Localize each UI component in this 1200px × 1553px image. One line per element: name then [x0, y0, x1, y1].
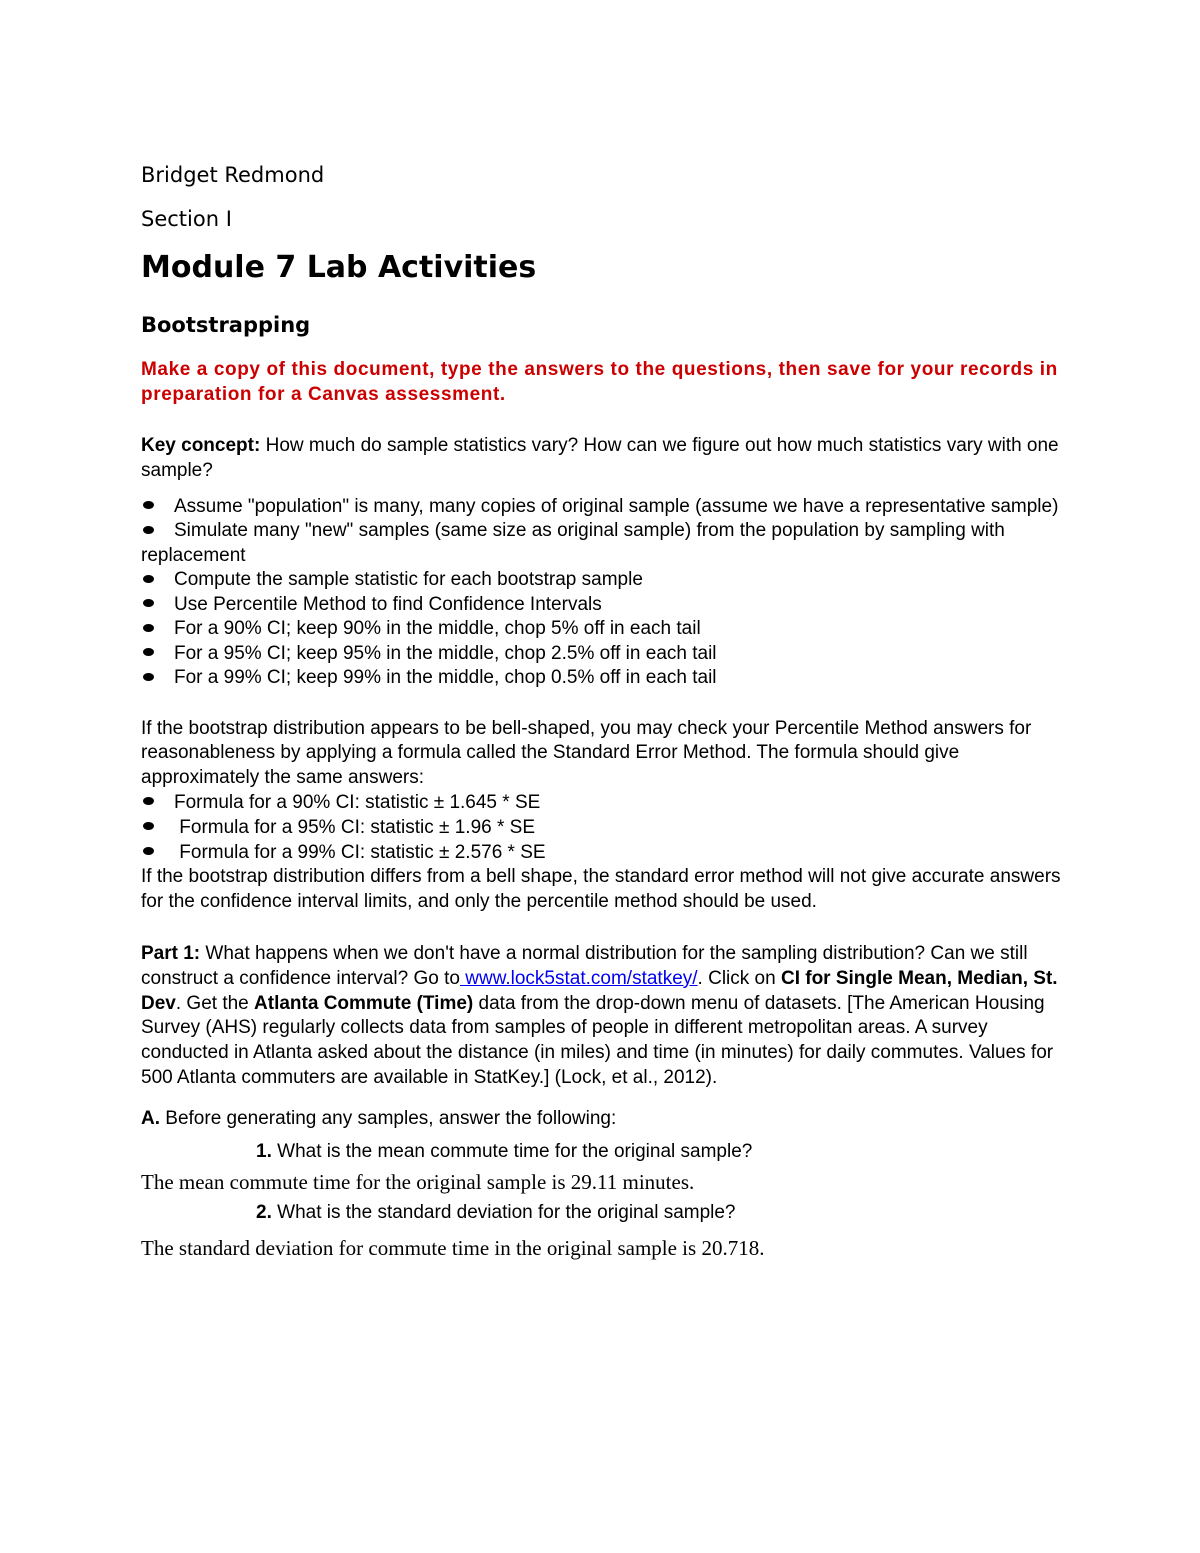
- part1-paragraph: Part 1: What happens when we don't have a normal distribution for the sampling distribution? Can we still construct a confidence interval? Go to www.lock5stat.com/statkey/. Click on CI for Single Mean, Median, St. Dev. Get the Atlanta Commute (Time) data from the drop-down menu of datasets. [The American Housing Survey (AHS) regularly collects data from samples of people in different metropolitan areas. A survey conducted in Atlanta asked about the distance (in miles) and time (in minutes) for daily commutes. Values for 500 Atlanta commuters are available in StatKey.] (Lock, et al., 2012).: [141, 942, 1058, 1088]
- list-item: Use Percentile Method to find Confidence Intervals: [141, 593, 1071, 618]
- list-item: Simulate many "new" samples (same size as original sample) from the population by sampling with replacement: [141, 520, 1005, 566]
- section-label: Section I: [141, 207, 232, 231]
- document-body: [141, 162, 1071, 1267]
- list-item: Formula for a 99% CI: statistic ± 2.576 * SE: [141, 841, 1071, 866]
- statkey-link[interactable]: www.lock5stat.com/statkey/: [459, 967, 698, 989]
- list-item: For a 95% CI; keep 95% in the middle, chop 2.5% off in each tail: [141, 642, 1071, 667]
- page-subtitle: Bootstrapping: [141, 313, 311, 337]
- part1-label: Part 1:: [141, 942, 201, 964]
- bullet-icon: [143, 501, 154, 509]
- standard-error-intro: If the bootstrap distribution appears to be bell-shaped, you may check your Percentile Method answers for reasonableness by applying a formula called the Standard Error Method. The formula should give approximately the same answers:: [141, 717, 1032, 789]
- key-concept-text: How much do sample statistics vary? How can we figure out how much statistics vary with one sample?: [141, 435, 1059, 481]
- bullet-icon: [143, 847, 154, 855]
- question-2: 2. What is the standard deviation for the original sample?: [256, 1202, 736, 1224]
- list-item: Compute the sample statistic for each bootstrap sample: [141, 568, 1071, 593]
- list-item: For a 90% CI; keep 90% in the middle, chop 5% off in each tail: [141, 617, 1071, 642]
- bullet-icon: [143, 599, 154, 607]
- bullet-icon: [143, 526, 154, 534]
- bootstrap-steps-list: [141, 495, 1071, 691]
- instructions-text: Make a copy of this document, type the answers to the questions, then save for your records in preparation for a Canvas assessment.: [141, 359, 1058, 405]
- page-title: Module 7 Lab Activities: [141, 250, 537, 285]
- bullet-icon: [143, 797, 154, 805]
- list-item: For a 99% CI; keep 99% in the middle, chop 0.5% off in each tail: [141, 666, 1071, 691]
- author-name: Bridget Redmond: [141, 163, 325, 187]
- key-concept-label: Key concept:: [141, 435, 261, 456]
- standard-error-outro: If the bootstrap distribution differs from a bell shape, the standard error method will not give accurate answers for the confidence interval limits, and only the percentile method should be used.: [141, 866, 1061, 913]
- bullet-icon: [143, 648, 154, 656]
- answer-2[interactable]: The standard deviation for commute time in the original sample is 20.718.: [141, 1236, 765, 1261]
- formula-list: [141, 791, 1071, 865]
- key-concept-paragraph: [141, 434, 1071, 484]
- bullet-icon: [143, 624, 154, 632]
- bullet-icon: [143, 822, 154, 830]
- list-item: Formula for a 95% CI: statistic ± 1.96 * SE: [141, 816, 1071, 841]
- bullet-icon: [143, 575, 154, 583]
- bullet-icon: [143, 673, 154, 681]
- section-a-label: A.: [141, 1107, 160, 1129]
- answer-1[interactable]: The mean commute time for the original sample is 29.11 minutes.: [141, 1170, 695, 1195]
- question-1: 1. What is the mean commute time for the original sample?: [256, 1140, 753, 1162]
- section-a-heading: A. Before generating any samples, answer the following:: [141, 1107, 617, 1129]
- list-item: Formula for a 90% CI: statistic ± 1.645 * SE: [141, 791, 1071, 816]
- list-item: Assume "population" is many, many copies of original sample (assume we have a representative sample): [141, 495, 1071, 520]
